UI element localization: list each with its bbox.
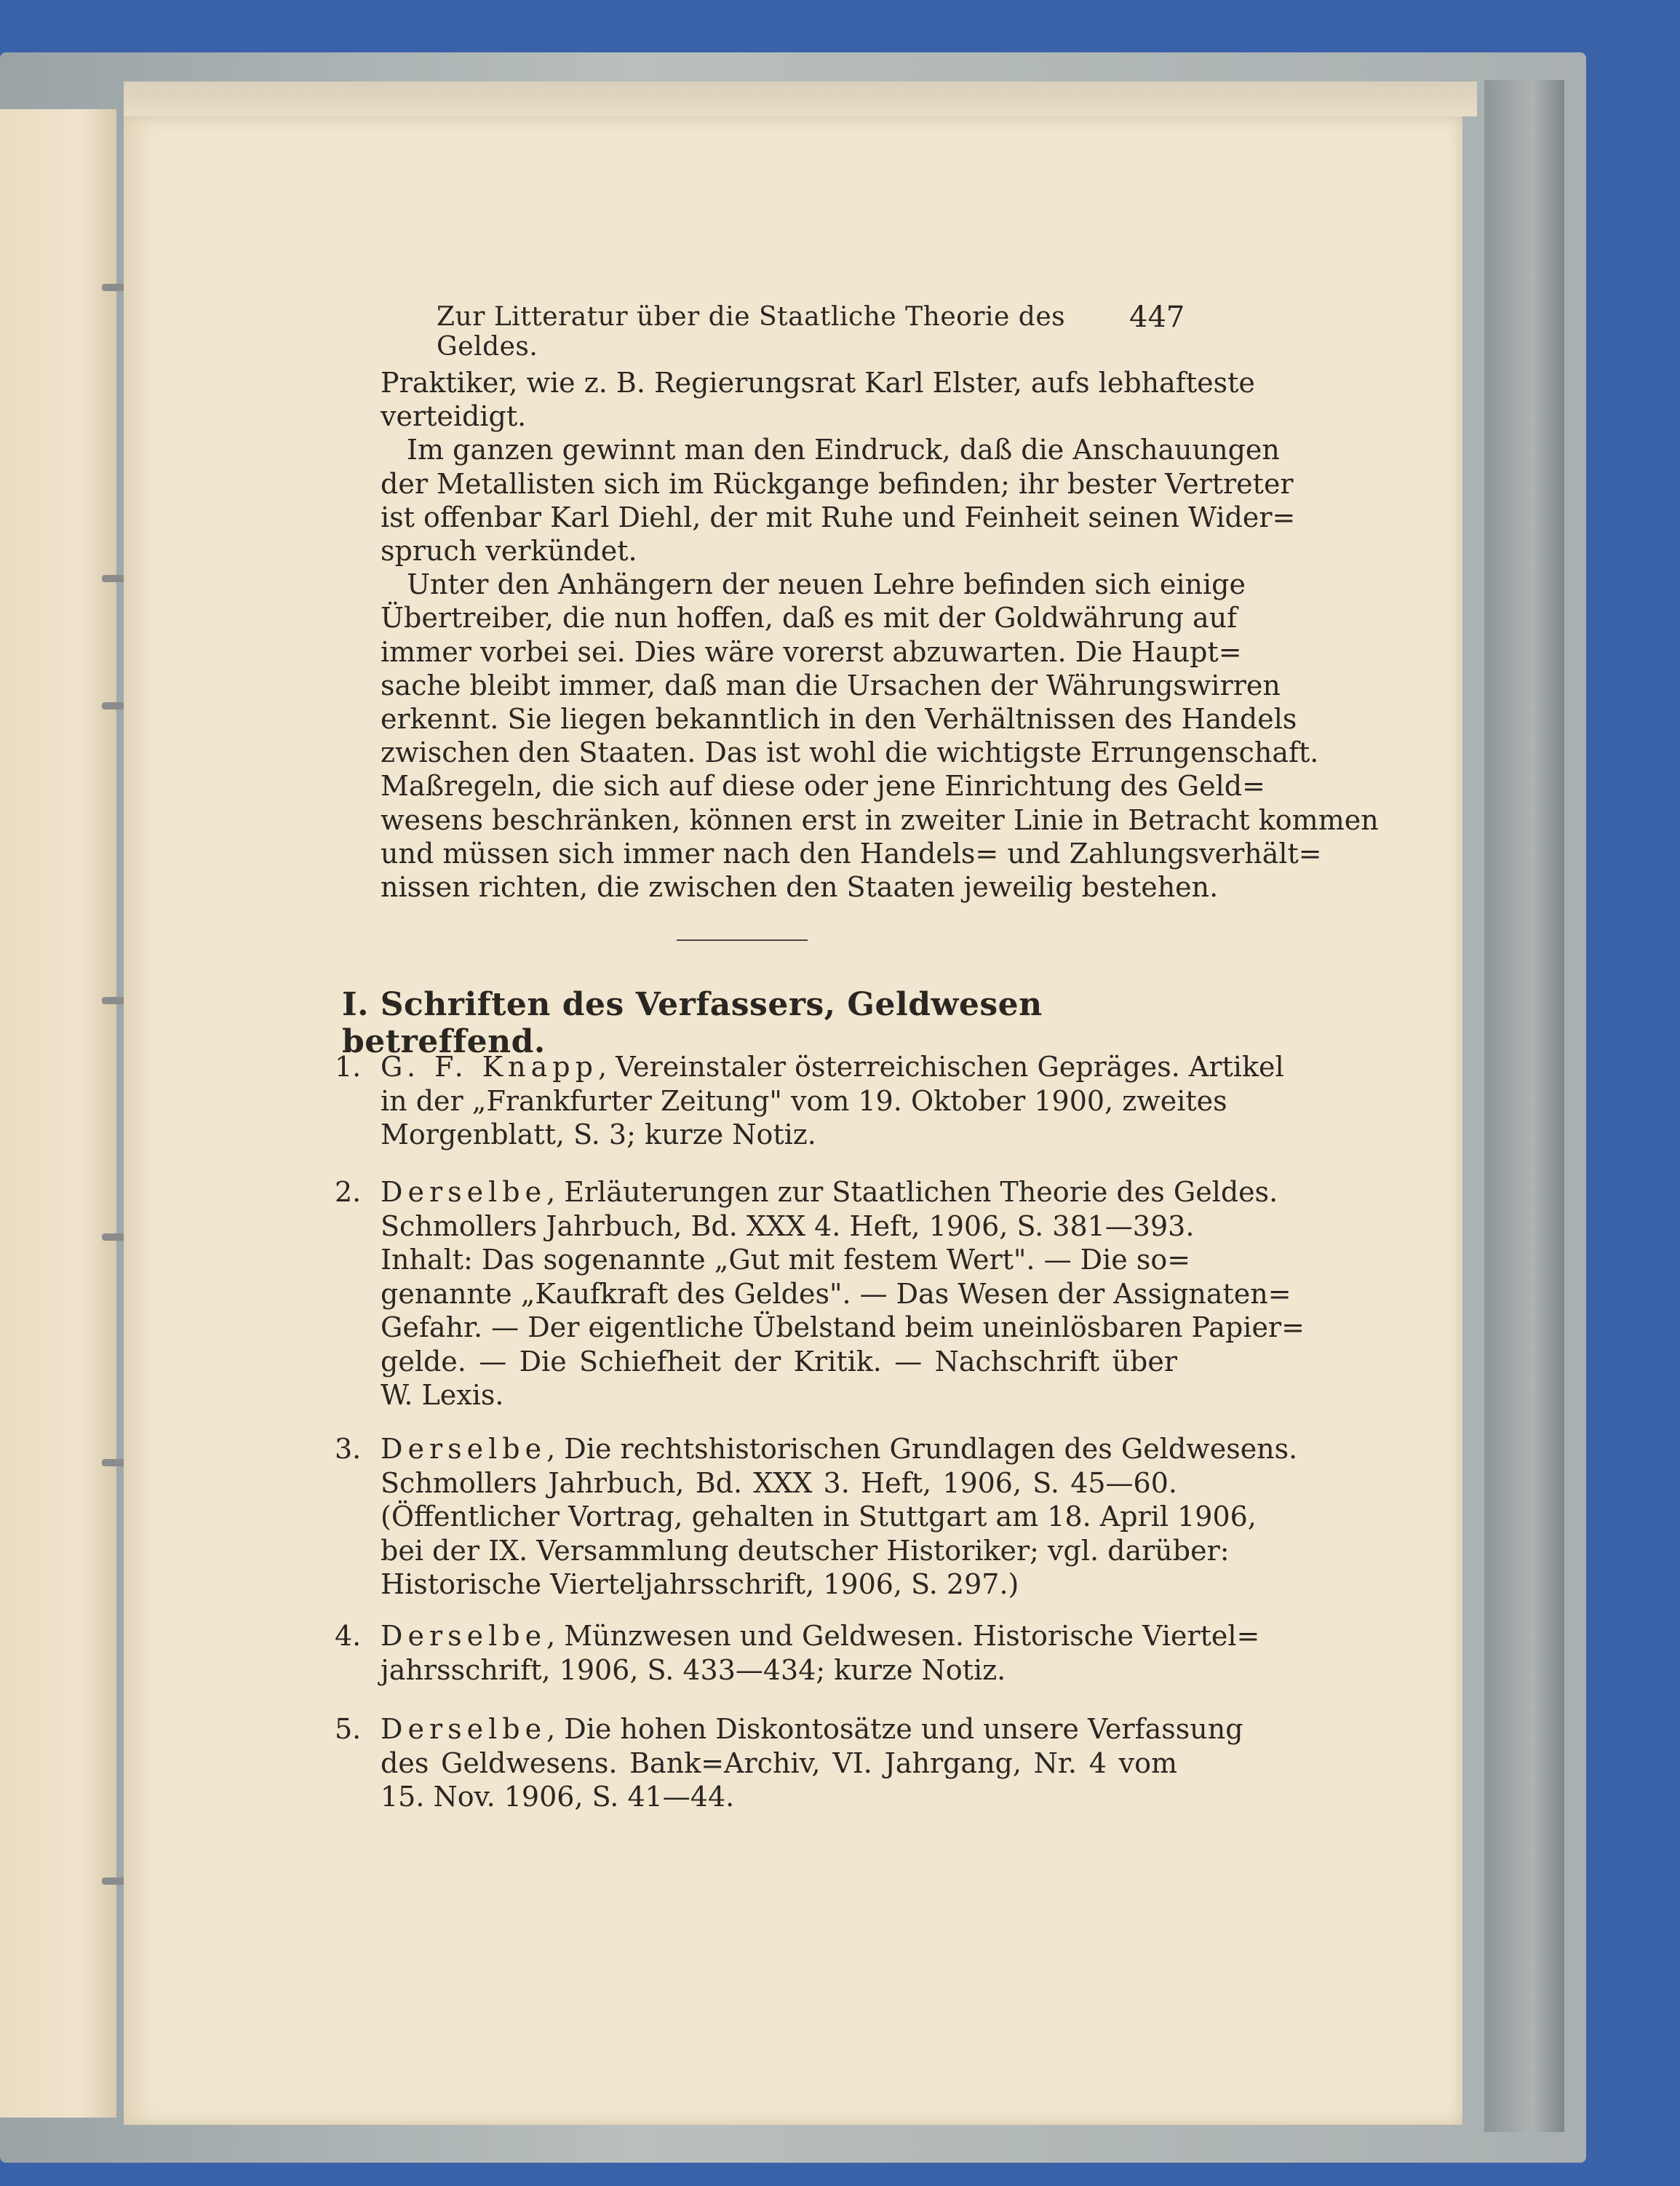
page-top-edge [124,82,1477,116]
entry-author: Derselbe [381,1433,547,1465]
page-number: 447 [1129,301,1185,334]
entry-author: Derselbe [381,1176,547,1208]
entry-line: Gefahr. — Der eigentliche Übelstand beim uneinlösbaren Papier= [381,1311,1305,1343]
entry-author: Derselbe [381,1620,547,1652]
entry-author: Derselbe [381,1713,547,1745]
entry-line: , Münzwesen und Geldwesen. Historische Viertel= [546,1620,1260,1652]
body-line: wesens beschränken, können erst in zweiter Linie in Betracht kommen [381,803,1379,836]
entry-number: 4. [335,1620,362,1652]
entry-line: gelde. — Die Schiefheit der Kritik. — Nachschrift über [381,1345,1177,1378]
entry-line: (Öffentlicher Vortrag, gehalten in Stuttgart am 18. April 1906, [381,1501,1257,1533]
running-header: Zur Litteratur über die Staatliche Theorie des Geldes. [437,302,1066,362]
body-line: zwischen den Staaten. Das ist wohl die wichtigste Errungenschaft. [381,736,1319,769]
entry-line: W. Lexis. [381,1379,504,1411]
entry-line: , Die hohen Diskontosätze und unsere Verfassung [546,1713,1243,1745]
entry-number: 5. [335,1713,362,1745]
bibliography-entry [335,1050,1284,1152]
entry-number: 3. [335,1433,362,1465]
body-line: sache bleibt immer, daß man die Ursachen der Währungswirren [381,669,1281,701]
body-paragraphs [381,366,1379,904]
body-line: Übertreiber, die nun hoffen, daß es mit der Goldwährung auf [381,602,1238,635]
entry-line: jahrsschrift, 1906, S. 433—434; kurze Notiz. [381,1653,1006,1686]
entry-line: Schmollers Jahrbuch, Bd. XXX 3. Heft, 1906, S. 45—60. [381,1466,1177,1499]
body-line: Unter den Anhängern der neuen Lehre befinden sich einige [407,568,1246,601]
entry-line: bei der IX. Versammlung deutscher Historiker; vgl. darüber: [381,1534,1230,1567]
entry-line: , Vereinstaler österreichischen Gepräges. Artikel [597,1051,1284,1083]
body-line: verteidigt. [381,400,527,433]
entry-line: des Geldwesens. Bank=Archiv, VI. Jahrgang, Nr. 4 vom [381,1746,1177,1779]
bibliography-entry [335,1432,1298,1602]
body-line: spruch verkündet. [381,535,637,568]
entry-line: , Erläuterungen zur Staatlichen Theorie des Geldes. [546,1176,1278,1208]
entry-author: G. F. Knapp [381,1051,598,1083]
entry-line: genannte „Kaufkraft des Geldes". — Das Wesen der Assignaten= [381,1277,1291,1310]
facing-page-edge [0,109,116,2118]
body-line: nissen richten, die zwischen den Staaten jeweilig bestehen. [381,871,1219,904]
entry-line: Inhalt: Das sogenannte „Gut mit festem Wert". — Die so= [381,1244,1191,1276]
body-line: der Metallisten sich im Rückgange befinden; ihr bester Vertreter [381,467,1294,500]
entry-line: , Die rechtshistorischen Grundlagen des Geldwesens. [546,1433,1298,1465]
section-heading: I. Schriften des Verfassers, Geldwesen betreffend. [342,986,1043,1060]
entry-number: 1. [335,1051,362,1083]
body-line: Im ganzen gewinnt man den Eindruck, daß die Anschauungen [407,434,1280,466]
entry-line: Morgenblatt, S. 3; kurze Notiz. [381,1118,816,1150]
bibliography-entry [335,1175,1305,1412]
bibliography-entry [335,1712,1243,1814]
entry-number: 2. [335,1176,362,1208]
body-line: erkennt. Sie liegen bekanntlich in den Verhältnissen des Handels [381,703,1297,736]
body-line: ist offenbar Karl Diehl, der mit Ruhe und Feinheit seinen Wider= [381,501,1296,533]
body-line: und müssen sich immer nach den Handels= und Zahlungsverhält= [381,837,1322,870]
body-line: immer vorbei sei. Dies wäre vorerst abzuwarten. Die Haupt= [381,635,1242,668]
bibliography-entry [335,1619,1260,1687]
section-divider [677,939,808,941]
entry-line: Historische Vierteljahrsschrift, 1906, S. 297.) [381,1568,1019,1600]
cover-edge [1484,80,1564,2132]
body-line: Praktiker, wie z. B. Regierungsrat Karl Elster, aufs lebhafteste [381,367,1255,399]
entry-line: in der „Frankfurter Zeitung" vom 19. Oktober 1900, zweites [381,1084,1227,1117]
entry-line: Schmollers Jahrbuch, Bd. XXX 4. Heft, 1906, S. 381—393. [381,1209,1195,1242]
entry-line: 15. Nov. 1906, S. 41—44. [381,1781,735,1813]
body-line: Maßregeln, die sich auf diese oder jene Einrichtung des Geld= [381,770,1265,803]
